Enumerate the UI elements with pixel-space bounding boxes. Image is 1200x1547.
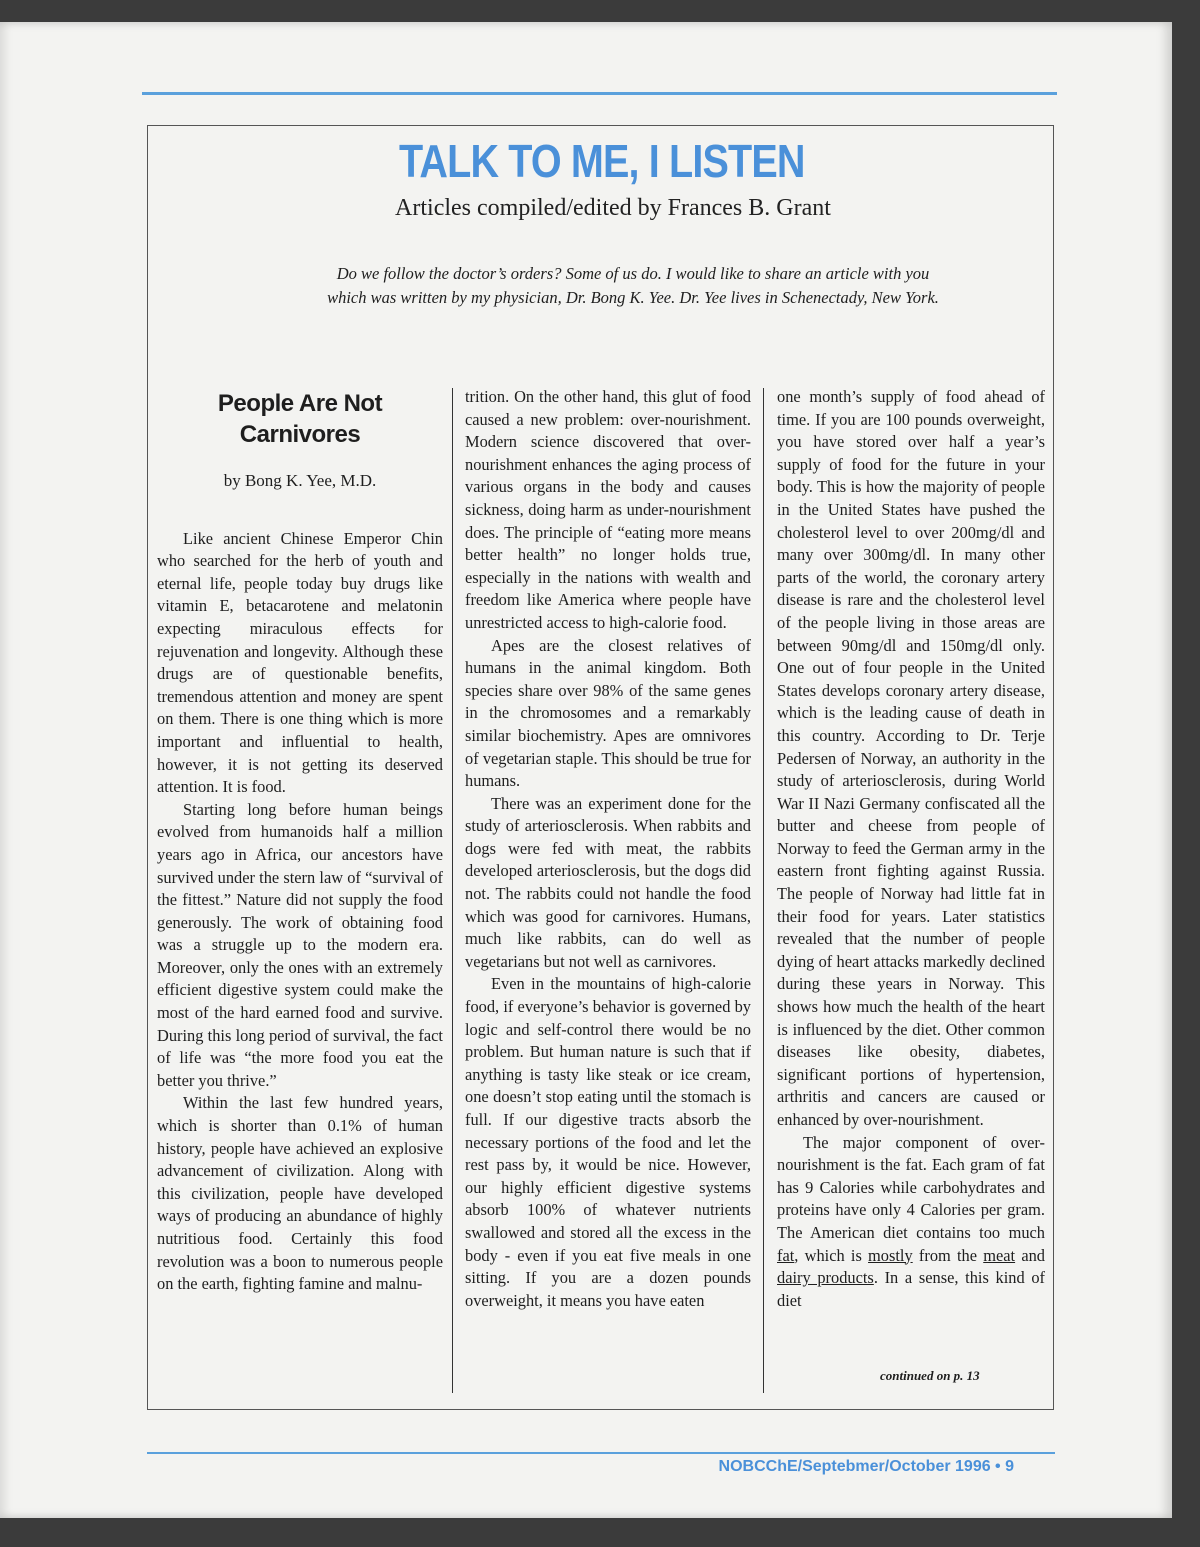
column-2	[465, 386, 751, 1312]
section-title: TALK TO ME, I LISTEN	[399, 135, 805, 187]
column-divider	[452, 388, 453, 1393]
article-title	[157, 388, 443, 450]
text: The major component of over-nourishment is the fat. Each gram of fat has 9 Calories while carbohydrates and proteins have only 4 Calories per gram. The American diet contains too much	[777, 1132, 1045, 1242]
text: and	[1015, 1245, 1045, 1265]
column-divider	[763, 388, 764, 1393]
article-title-line: Carnivores	[239, 421, 361, 448]
paragraph: Like ancient Chinese Emperor Chin who searched for the herb of youth and eternal life, people today buy drugs like vitamin E, betacarotene and melatonin expecting miraculous effects for rejuvenation and longevity. Although these drugs are of questionable benefits, tremendous attention and money are spent on them. There is one thing which is more important and influential to health, however, it is not getting its deserved attention. It is food.	[157, 528, 443, 797]
paragraph: Within the last few hundred years, which is shorter than 0.1% of human history, people have achieved an explosive advancement of civilization. Along with this civilization, people have developed ways of producing an abundance of highly nutritious food. Certainly this food revolution was a boon to numerous people on the earth, fighting famine and malnu-	[157, 1093, 443, 1294]
underlined-text: fat	[777, 1245, 795, 1265]
section-subtitle: Articles compiled/edited by Frances B. Grant	[395, 195, 831, 221]
article-title-line: People Are Not	[217, 390, 383, 417]
intro-line: Do we follow the doctor’s orders? Some of us do. I would like to share an article with you	[336, 264, 930, 283]
text: , which is	[794, 1245, 869, 1265]
column-1	[157, 386, 443, 1296]
article-byline: by Bong K. Yee, M.D.	[223, 471, 377, 490]
text: from the	[912, 1245, 984, 1265]
paragraph: Even in the mountains of high-calorie food, if everyone’s behavior is governed by logic and self-control there would be no problem. But human nature is such that if anything is tasty like steak or ice cream, one doesn’t stop eating until the stomach is full. If our digestive tracts absorb the necessary portions of the food and let the rest pass by, it would be nice. However, our highly efficient digestive systems absorb 100% of whatever nutrients swallowed and stored all the excess in the body - even if you eat five meals in one sitting. If you are a dozen pounds overweight, it means you have eaten	[465, 974, 751, 1310]
paragraph: one month’s supply of food ahead of time. If you are 100 pounds overweight, you have stored over half a year’s supply of food for the future in your body. This is how the majority of people in the United States have pushed the cholesterol level to over 200mg/dl and many over 300mg/dl. In many other parts of the world, the coronary artery disease is rare and the cholesterol level of the people living in those areas are between 90mg/dl and 150mg/dl only. One out of four people in the United States develops coronary artery disease, which is the leading cause of death in this country. According to Dr. Terje Pedersen of Norway, an authority in the study of arteriosclerosis, during World War II Nazi Germany confiscated all the butter and cheese from people of Norway to feed the German army in the eastern front fighting against Russia. The people of Norway had little fat in their food for years. Later statistics revealed that the number of people dying of heart attacks markedly declined during these years in Norway. This shows how much the health of the heart is influenced by the diet. Other common diseases like obesity, diabetes, significant portions of hypertension, arthritis and cancers are caused or enhanced by over-nourishment.	[777, 387, 1045, 1129]
underlined-text: dairy products	[777, 1268, 874, 1288]
text: . In a sense, this kind of diet	[777, 1268, 1045, 1310]
paragraph: Apes are the closest relatives of humans in the animal kingdom. Both species share over 98% of the same genes in the chromosomes and a remarkably similar biochemistry. Apes are omnivores of vegetarian staple. This should be true for humans.	[465, 635, 751, 791]
intro-line: which was written by my physician, Dr. Bong K. Yee. Dr. Yee lives in Schenectady, New York.	[327, 288, 939, 307]
paragraph: Starting long before human beings evolved from humanoids half a million years ago in Africa, our ancestors have survived under the stern law of “survival of the fittest.” Nature did not supply the food generously. The work of obtaining food was a struggle up to the modern era. Moreover, only the ones with an extremely efficient digestive system could make the most of the hard earned food and survive. During this long period of survival, the fact of life was “the more food you eat the better you thrive.”	[157, 799, 443, 1090]
continued-note: continued on p. 13	[880, 1368, 980, 1383]
top-rule	[142, 92, 1057, 95]
paragraph: There was an experiment done for the study of arteriosclerosis. When rabbits and dogs were fed with meat, the rabbits developed arteriosclerosis, but the dogs did not. The rabbits could not handle the food which was good for carnivores. Humans, much like rabbits, can do well as vegetarians but not well as carnivores.	[465, 793, 751, 971]
paragraph	[777, 1132, 1045, 1313]
page-footer: NOBCChE/Septebmer/October 1996 • 9	[718, 1458, 1014, 1475]
bottom-rule	[147, 1452, 1055, 1454]
underlined-text: mostly	[868, 1245, 913, 1265]
column-3	[777, 386, 1045, 1312]
intro-text	[0, 262, 1200, 310]
paragraph: trition. On the other hand, this glut of food caused a new problem: over-nourishment. Modern science discovered that over-nourishment enhances the aging process of various organs in the body and causes sickness, doing harm as under-nourishment does. The principle of “eating more means better health” no longer holds true, especially in the nations with wealth and freedom like America where people have unrestricted access to high-calorie food.	[465, 387, 751, 632]
underlined-text: meat	[983, 1245, 1016, 1265]
